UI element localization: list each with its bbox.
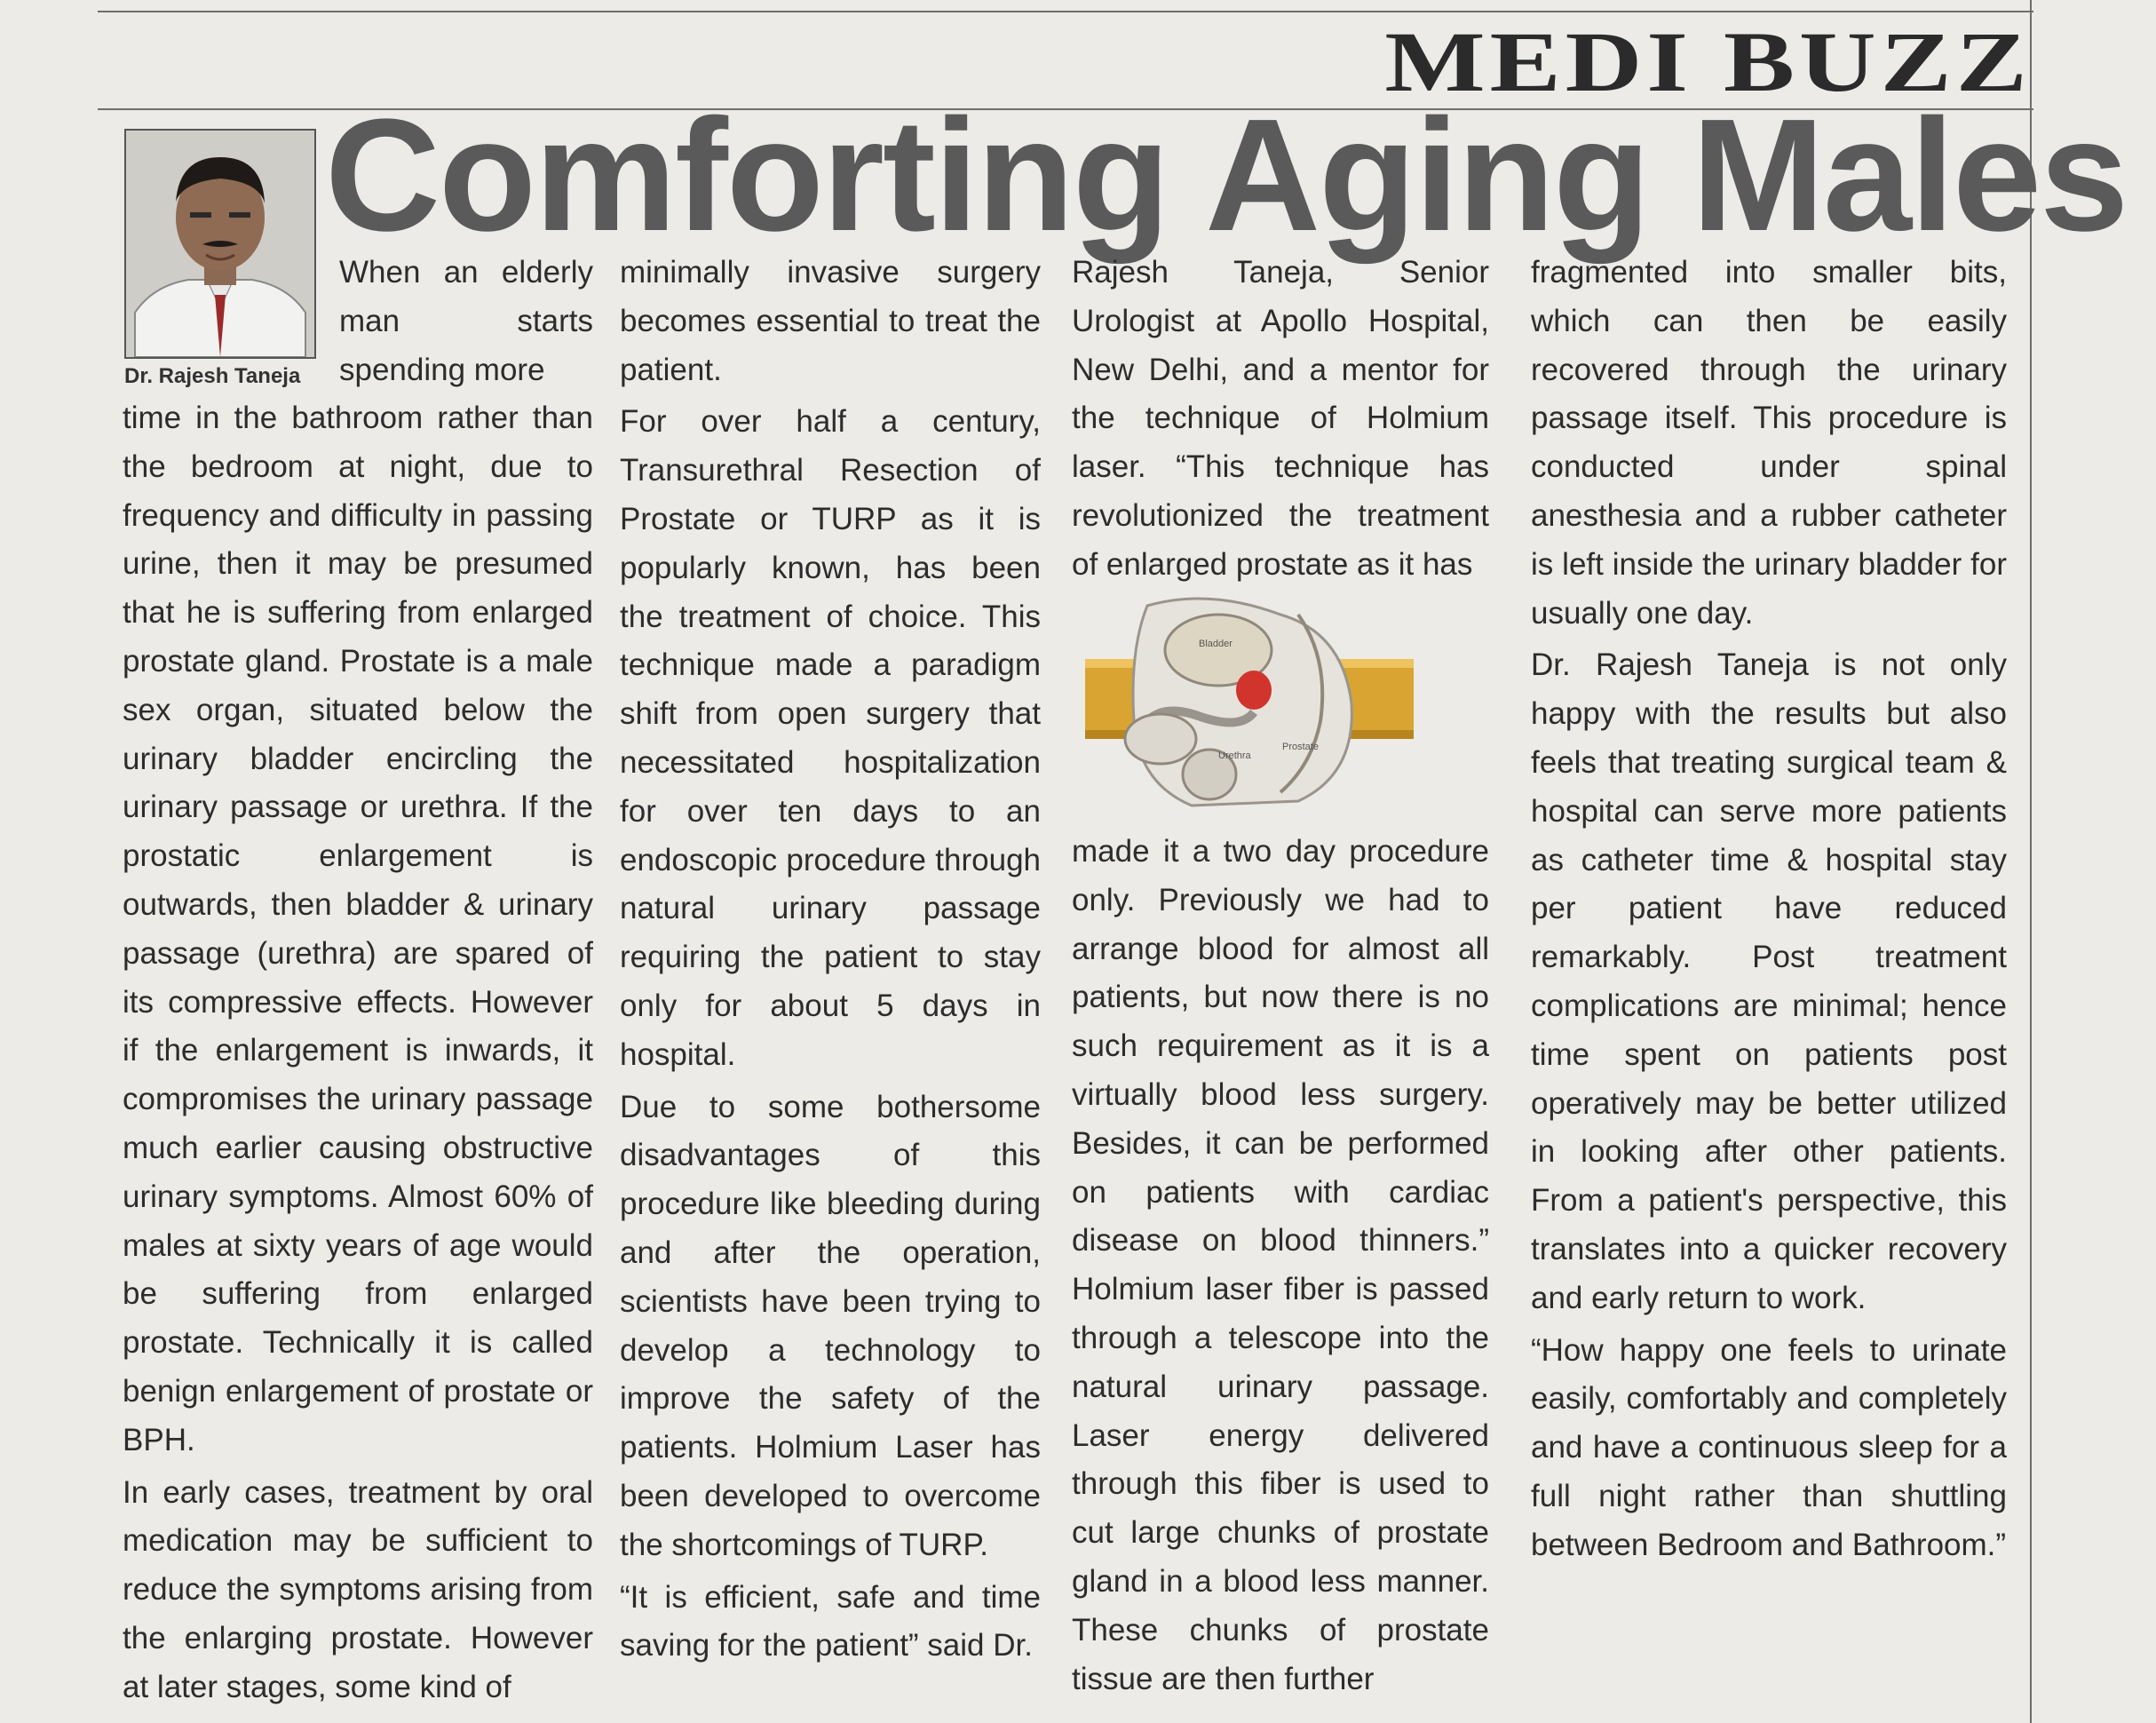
- masthead: MEDI BUZZ: [1384, 14, 2032, 109]
- label-urethra: Urethra: [1218, 750, 1251, 761]
- anatomy-illustration: [1085, 597, 1414, 810]
- column-2-paragraph: minimally invasive surgery becomes essential to treat the patient.: [620, 255, 1041, 387]
- lead-paragraph: When an elderly man starts spending more: [339, 255, 593, 387]
- label-prostate: Prostate: [1282, 742, 1319, 752]
- article-column-1: [123, 394, 593, 1716]
- column-2-paragraph: For over half a century, Transurethral Resection of Prostate or TURP as it is popularly known, has been the treatment of choice. This technique made a paradigm shift from open surgery that necessitated hospitalization for over ten days to an endoscopic procedure through natural urinary passage requiring the patient to stay only for about 5 days in hospital.: [620, 404, 1041, 1072]
- column-4-paragraph: “How happy one feels to urinate easily, comfortably and completely and have a continuous sleep for a full night rather than shuttling between Bedroom and Bathroom.”: [1531, 1332, 2007, 1562]
- column-1-paragraph: time in the bathroom rather than the bedroom at night, due to frequency and difficulty in passing urine, then it may be presumed that he is suffering from enlarged prostate gland. Prostate is a male sex organ, situated below the urinary bladder encircling the urinary passage or urethra. If the prostatic enlargement is outwards, then bladder & urinary passage (urethra) are spared of its compressive effects. However if the enlargement is inwards, it compromises the urinary passage much earlier causing obstructive urinary symptoms. Almost 60% of males at sixty years of age would be suffering from enlarged prostate. Technically it is called benign enlargement of prostate or BPH.: [123, 401, 593, 1457]
- prostate-anatomy-diagram: [1085, 597, 1414, 810]
- article-column-3-bottom: [1072, 828, 1489, 1707]
- column-2-paragraph: “It is efficient, safe and time saving for the patient” said Dr.: [620, 1579, 1041, 1663]
- article-column-4: [1531, 249, 2007, 1574]
- portrait-image: [126, 131, 314, 357]
- column-3-paragraph: Rajesh Taneja, Senior Urologist at Apollo Hospital, New Delhi, and a mentor for the technique of Holmium laser. “This technique has revolutionized the treatment of enlarged prostate as it has: [1072, 255, 1489, 582]
- column-2-paragraph: Due to some bothersome disadvantages of this procedure like bleeding during and after the operation, scientists have been trying to develop a technology to improve the safety of the patients. Holmium Laser has been developed to overcome the shortcomings of TURP.: [620, 1089, 1041, 1562]
- article-column-3-top: [1072, 249, 1489, 593]
- article-column-2: [620, 249, 1041, 1674]
- article-headline: Comforting Aging Males: [325, 86, 2128, 265]
- column-4-paragraph: fragmented into smaller bits, which can then be easily recovered through the urinary passage itself. This procedure is conducted under spinal anesthesia and a rubber catheter is left inside the urinary bladder for usually one day.: [1531, 255, 2007, 631]
- author-photo: [124, 129, 316, 359]
- column-3-paragraph: made it a two day procedure only. Previously we had to arrange blood for almost all patients, but now there is no such requirement as it is a virtually blood less surgery. Besides, it can be performed on patients with cardiac disease on blood thinners.” Holmium laser fiber is passed through a telescope into the natural urinary passage. Laser energy delivered through this fiber is used to cut large chunks of prostate gland in a blood less manner. These chunks of prostate tissue are then further: [1072, 834, 1489, 1696]
- article-lead-text: [339, 249, 593, 398]
- column-1-paragraph: In early cases, treatment by oral medication may be sufficient to reduce the symptoms arising from the enlarging prostate. However at later stages, some kind of: [123, 1474, 593, 1704]
- column-4-paragraph: Dr. Rajesh Taneja is not only happy with the results but also feels that treating surgical team & hospital can serve more patients as catheter time & hospital stay per patient have reduced remarkably. Post treatment complications are minimal; hence time spent on patients post operatively may be better utilized in looking after other patients. From a patient's perspective, this translates into a quicker recovery and early return to work.: [1531, 647, 2007, 1315]
- label-bladder: Bladder: [1199, 639, 1233, 649]
- photo-caption: Dr. Rajesh Taneja: [124, 364, 301, 388]
